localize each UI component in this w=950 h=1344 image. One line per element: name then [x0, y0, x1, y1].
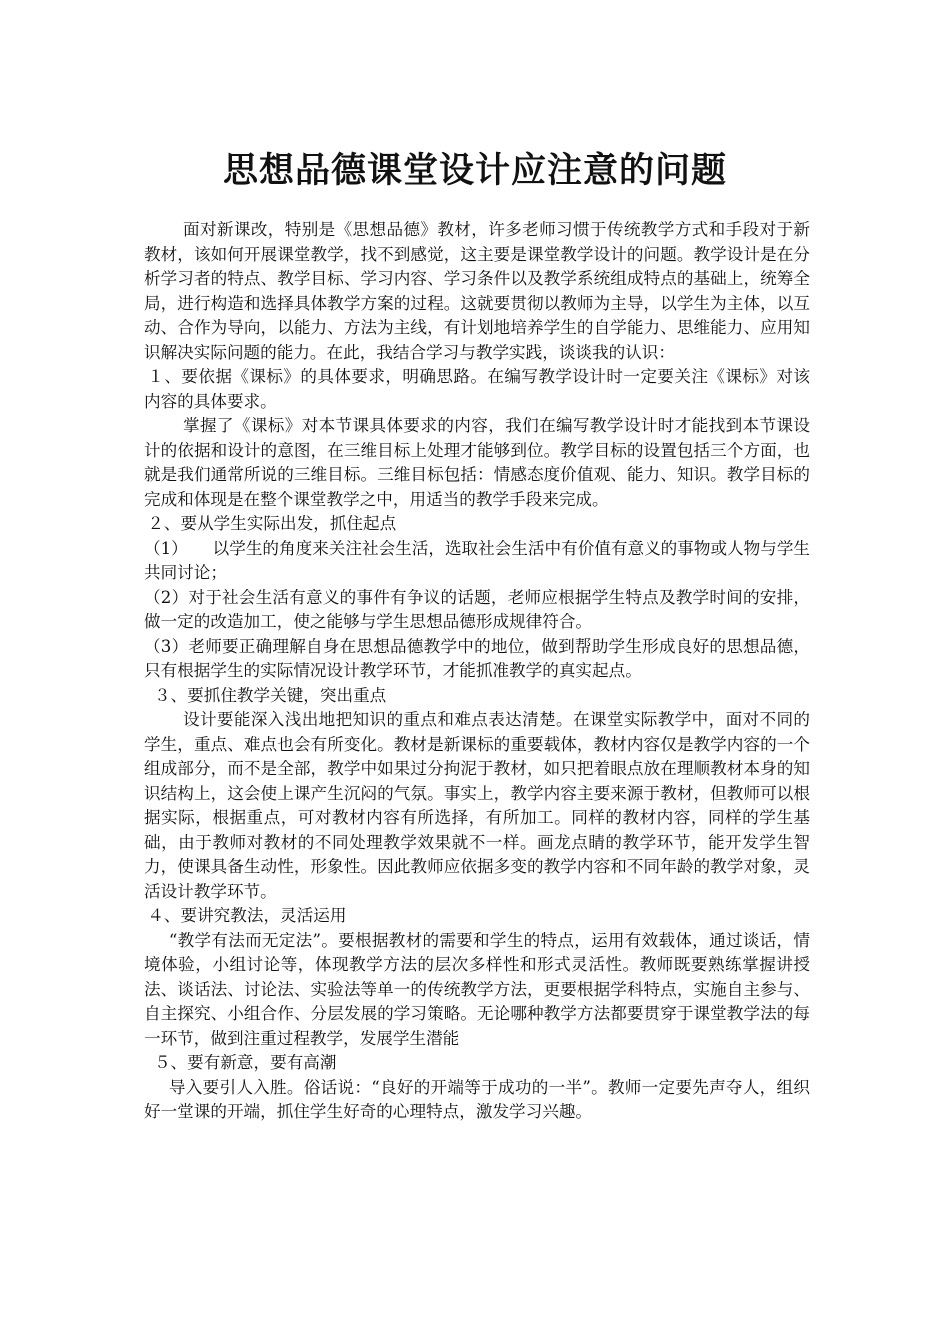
list-item-1: （1） 以学生的角度来关注社会生活，选取社会生活中有价值有意义的事物或人物与学生共同讨论；	[144, 538, 811, 582]
section-3-paragraph: 设计要能深入浅出地把知识的重点和难点表达清楚。在课堂实际教学中，面对不同的学生，重点、难点也会有所变化。教材是新课标的重要载体，教材内容仅是教学内容的一个组成部分，而不是全部，教学中如果过分拘泥于教材，如只把着眼点放在理顺教材本身的知识结构上，这会使上课产生沉闷的气氛。事实上，教学内容主要来源于教材，但教师可以根据实际，根据重点，可对教材内容有所选择，有所加工。同样的教材内容，同样的学生基础，由于教师对教材的不同处理教学效果就不一样。画龙点睛的教学环节，能开发学生智力，使课具备生动性，形象性。因此教师应依据多变的教学内容和不同年龄的教学对象，灵活设计教学环节。	[144, 710, 810, 901]
document-title: 思想品德课堂设计应注意的问题	[222, 151, 727, 191]
section-heading-5: ５、要有新意，要有高潮	[153, 1053, 337, 1072]
intro-paragraph: 面对新课改，特别是《思想品德》教材，许多老师习惯于传统教学方式和手段对于新教材，该如何开展课堂教学，找不到感觉，这主要是课堂教学设计的问题。教学设计是在分析学习者的特点、教学目标、学习内容、学习条件以及教学系统组成特点的基础上，统筹全局，进行构造和选择具体教学方案的过程。这就要贯彻以教师为主导，以学生为主体，以互动、合作为导向，以能力、方法为主线，有计划地培养学生的自学能力、思维能力、应用知识解决实际问题的能力。在此，我结合学习与教学实践，谈谈我的认识：	[144, 220, 810, 362]
list-item-3: （3）老师要正确理解自身在思想品德教学中的地位，做到帮助学生形成良好的思想品德，只有根据学生的实际情况设计教学环节，才能抓准教学的真实起点。	[144, 636, 810, 680]
section-heading-4: ４、要讲究教法，灵活运用	[147, 906, 347, 925]
list-item-2: （2）对于社会生活有意义的事件有争议的话题，老师应根据学生特点及教学时间的安排，做一定的改造加工，使之能够与学生思想品德形成规律符合。	[144, 587, 810, 631]
document-body	[144, 218, 810, 1125]
section-heading-3: ３、要抓住教学关键，突出重点	[153, 685, 387, 705]
section-heading-2: ２、要从学生实际出发，抓住起点	[147, 514, 397, 533]
section-5-paragraph: 导入要引人入胜。俗话说：“良好的开端等于成功的一半”。教师一定要先声夺人，组织好一堂课的开端，抓住学生好奇的心理特点，激发学习兴趣。	[144, 1077, 810, 1121]
section-heading-1: １、要依据《课标》的具体要求，明确思路。在编写教学设计时一定要关注《课标》对该内容的具体要求。	[144, 367, 810, 411]
section-4-paragraph: “教学有法而无定法”。要根据教材的需要和学生的特点，运用有效载体，通过谈话，情境体验，小组讨论等，体现教学方法的层次多样性和形式灵活性。教师既要熟练掌握讲授法、谈话法、讨论法、实验法等单一的传统教学方法，更要根据学科特点，实施自主参与、自主探究、小组合作、分层发展的学习策略。无论哪种教学方法都要贯穿于课堂教学法的每一环节，做到注重过程教学，发展学生潜能	[144, 930, 810, 1048]
section-1-paragraph: 掌握了《课标》对本节课具体要求的内容，我们在编写教学设计时才能找到本节课设计的依据和设计的意图，在三维目标上处理才能够到位。教学目标的设置包括三个方面，也就是我们通常所说的三维目标。三维目标包括：情感态度价值观、能力、知识。教学目标的完成和体现是在整个课堂教学之中，用适当的教学手段来完成。	[144, 416, 810, 509]
